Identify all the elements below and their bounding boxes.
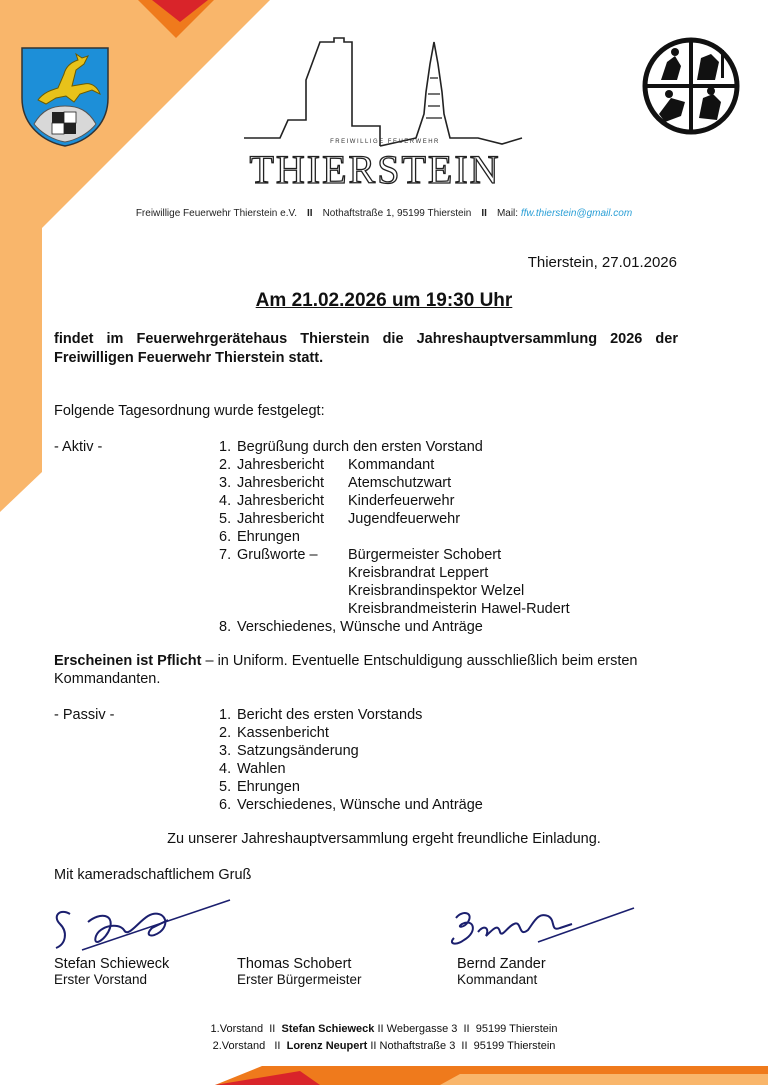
light-band-bottom [440,1074,768,1085]
list-item: 1. Bericht des ersten Vorstands [219,707,423,723]
event-headline: Am 21.02.2026 um 19:30 Uhr [255,290,513,311]
list-item: 5. Ehrungen [219,779,300,795]
list-item: 3. Jahresbericht Atemschutzwart [219,475,452,491]
letter-date: Thierstein, 27.01.2026 [527,254,677,271]
list-item: 2. Kassenbericht [219,725,329,741]
list-item: Kreisbrandrat Leppert [348,565,489,581]
signer-role: Kommandant [457,972,538,987]
footer-line-1: 1.Vorstand II Stefan Schieweck II Webergasse 3 II 95199 Thierstein [210,1023,558,1035]
passiv-agenda-list [219,706,539,814]
signature-block-2 [237,956,362,987]
signature-zander-icon [438,898,638,962]
footer-name-2: Lorenz Neupert [286,1040,368,1052]
list-item: 4. Wahlen [219,761,286,777]
contact-separator-2: II [481,208,487,219]
list-item: 4. Jahresbericht Kinderfeuerwehr [219,493,455,509]
passiv-label: - Passiv - [54,707,115,723]
contact-separator: II [307,208,313,219]
signer-name: Stefan Schieweck [54,956,170,972]
invitation-line: Zu unserer Jahreshauptversammlung ergeht freundliche Einladung. [167,831,601,847]
castle-logo-icon [240,34,530,152]
logo-subtitle: FREIWILLIGE FEUERWEHR [330,139,440,145]
duty-note-bold: Erscheinen ist Pflicht [54,653,202,669]
list-item: Kreisbrandinspektor Welzel [348,583,525,599]
list-item: 2. Jahresbericht Kommandant [219,457,435,473]
footer-name-1: Stefan Schieweck [281,1023,375,1035]
duty-note [54,652,644,688]
list-item: 7. Grußworte – Bürgermeister Schobert [219,547,502,563]
signature-schieweck-icon [48,892,238,962]
signer-role: Erster Bürgermeister [237,972,362,987]
closing-greeting: Mit kameradschaftlichem Gruß [54,867,252,883]
signature-block-1 [54,956,169,987]
list-item: 8. Verschiedenes, Wünsche und Anträge [219,619,483,635]
list-item: 6. Verschiedenes, Wünsche und Anträge [219,797,483,813]
aktiv-label: - Aktiv - [54,439,103,455]
intro-paragraph: findet im Feuerwehrgerätehaus Thierstein die Jahreshauptversammlung 2026 der Freiwilligen Feuerwehr Thierstein statt. [54,331,678,366]
signer-name: Thomas Schobert [237,956,352,972]
contact-address: Nothaftstraße 1, 95199 Thierstein [322,208,472,219]
firefighter-emblem-icon [641,36,741,136]
header-contact-line [0,208,768,219]
agenda-intro: Folgende Tagesordnung wurde festgelegt: [54,403,325,419]
duty-note-text: – in Uniform. Eventuelle Entschuldigung ausschließlich beim ersten Kommandanten. [54,653,638,687]
list-item: 5. Jahresbericht Jugendfeuerwehr [219,511,461,527]
list-item: Kreisbrandmeisterin Hawel-Rudert [348,601,570,617]
signer-name: Bernd Zander [457,956,546,972]
list-item: 6. Ehrungen [219,529,300,545]
list-item: 1. Begrüßung durch den ersten Vorstand [219,439,483,455]
contact-mail-label: Mail: [496,208,519,219]
signer-role: Erster Vorstand [54,972,148,987]
aktiv-agenda-list [219,438,639,636]
logo-title: THIERSTEIN [249,147,501,192]
signature-block-3 [457,956,546,987]
coat-of-arms-icon [18,44,112,148]
contact-mail-link[interactable]: ffw.thierstein@gmail.com [520,208,633,219]
list-item: 3. Satzungsänderung [219,743,359,759]
footer-line-2: 2.Vorstand II Lorenz Neupert II Nothaftstraße 3 II 95199 Thierstein [212,1040,556,1052]
contact-org: Freiwillige Feuerwehr Thierstein e.V. [135,208,298,219]
